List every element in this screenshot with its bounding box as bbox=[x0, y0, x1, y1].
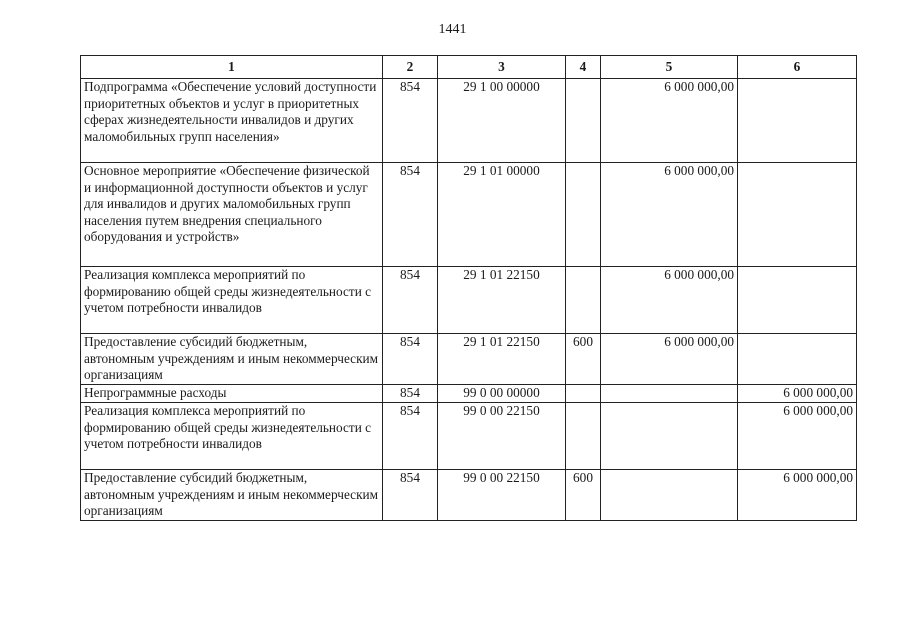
table-row bbox=[81, 470, 857, 521]
cell-amount-5 bbox=[601, 385, 738, 403]
cell-code: 854 bbox=[383, 267, 438, 334]
cell-amount-6: 6 000 000,00 bbox=[738, 470, 857, 521]
row-name-cell: Реализация комплекса мероприятий по формированию общей среды жизнедеятельности с учетом потребности инвалидов bbox=[81, 267, 383, 334]
cell-amount-5 bbox=[601, 403, 738, 470]
cell-amount-6 bbox=[738, 163, 857, 267]
page-number: 1441 bbox=[438, 22, 467, 37]
column-header: 4 bbox=[566, 56, 601, 79]
column-header: 6 bbox=[738, 56, 857, 79]
table-row bbox=[81, 163, 857, 267]
table-header-row bbox=[81, 56, 857, 79]
cell-expense-type bbox=[566, 267, 601, 334]
row-name-cell: Подпрограмма «Обеспечение условий доступности приоритетных объектов и услуг в приоритетных сферах жизнедеятельности инвалидов и других маломобильных групп населения» bbox=[81, 79, 383, 163]
cell-target-article: 99 0 00 22150 bbox=[438, 403, 566, 470]
cell-amount-6: 6 000 000,00 bbox=[738, 385, 857, 403]
cell-code: 854 bbox=[383, 403, 438, 470]
cell-expense-type: 600 bbox=[566, 334, 601, 385]
cell-expense-type: 600 bbox=[566, 470, 601, 521]
cell-expense-type bbox=[566, 163, 601, 267]
cell-target-article: 29 1 00 00000 bbox=[438, 79, 566, 163]
table-row bbox=[81, 79, 857, 163]
cell-target-article: 29 1 01 22150 bbox=[438, 267, 566, 334]
row-name-cell: Предоставление субсидий бюджетным, автономным учреждениям и иным некоммерческим организациям bbox=[81, 334, 383, 385]
cell-amount-5: 6 000 000,00 bbox=[601, 163, 738, 267]
table-row bbox=[81, 385, 857, 403]
cell-amount-5 bbox=[601, 470, 738, 521]
cell-amount-6 bbox=[738, 267, 857, 334]
row-name-cell: Основное мероприятие «Обеспечение физической и информационной доступности объектов и услуг для инвалидов и других маломобильных групп населения путем внедрения специального оборудования и устройств» bbox=[81, 163, 383, 267]
cell-amount-5: 6 000 000,00 bbox=[601, 334, 738, 385]
cell-code: 854 bbox=[383, 79, 438, 163]
cell-target-article: 99 0 00 00000 bbox=[438, 385, 566, 403]
cell-amount-5: 6 000 000,00 bbox=[601, 267, 738, 334]
cell-target-article: 29 1 01 22150 bbox=[438, 334, 566, 385]
cell-amount-6: 6 000 000,00 bbox=[738, 403, 857, 470]
cell-amount-6 bbox=[738, 79, 857, 163]
column-header: 5 bbox=[601, 56, 738, 79]
budget-table bbox=[80, 55, 857, 521]
cell-expense-type bbox=[566, 403, 601, 470]
cell-target-article: 29 1 01 00000 bbox=[438, 163, 566, 267]
cell-amount-5: 6 000 000,00 bbox=[601, 79, 738, 163]
table-row bbox=[81, 334, 857, 385]
cell-code: 854 bbox=[383, 334, 438, 385]
row-name-cell: Непрограммные расходы bbox=[81, 385, 383, 403]
cell-expense-type bbox=[566, 385, 601, 403]
column-header: 3 bbox=[438, 56, 566, 79]
cell-code: 854 bbox=[383, 470, 438, 521]
table-row bbox=[81, 267, 857, 334]
row-name-cell: Реализация комплекса мероприятий по формированию общей среды жизнедеятельности с учетом потребности инвалидов bbox=[81, 403, 383, 470]
cell-target-article: 99 0 00 22150 bbox=[438, 470, 566, 521]
table-row bbox=[81, 403, 857, 470]
column-header: 2 bbox=[383, 56, 438, 79]
cell-code: 854 bbox=[383, 385, 438, 403]
cell-expense-type bbox=[566, 79, 601, 163]
cell-code: 854 bbox=[383, 163, 438, 267]
row-name-cell: Предоставление субсидий бюджетным, автономным учреждениям и иным некоммерческим организациям bbox=[81, 470, 383, 521]
column-header: 1 bbox=[81, 56, 383, 79]
cell-amount-6 bbox=[738, 334, 857, 385]
